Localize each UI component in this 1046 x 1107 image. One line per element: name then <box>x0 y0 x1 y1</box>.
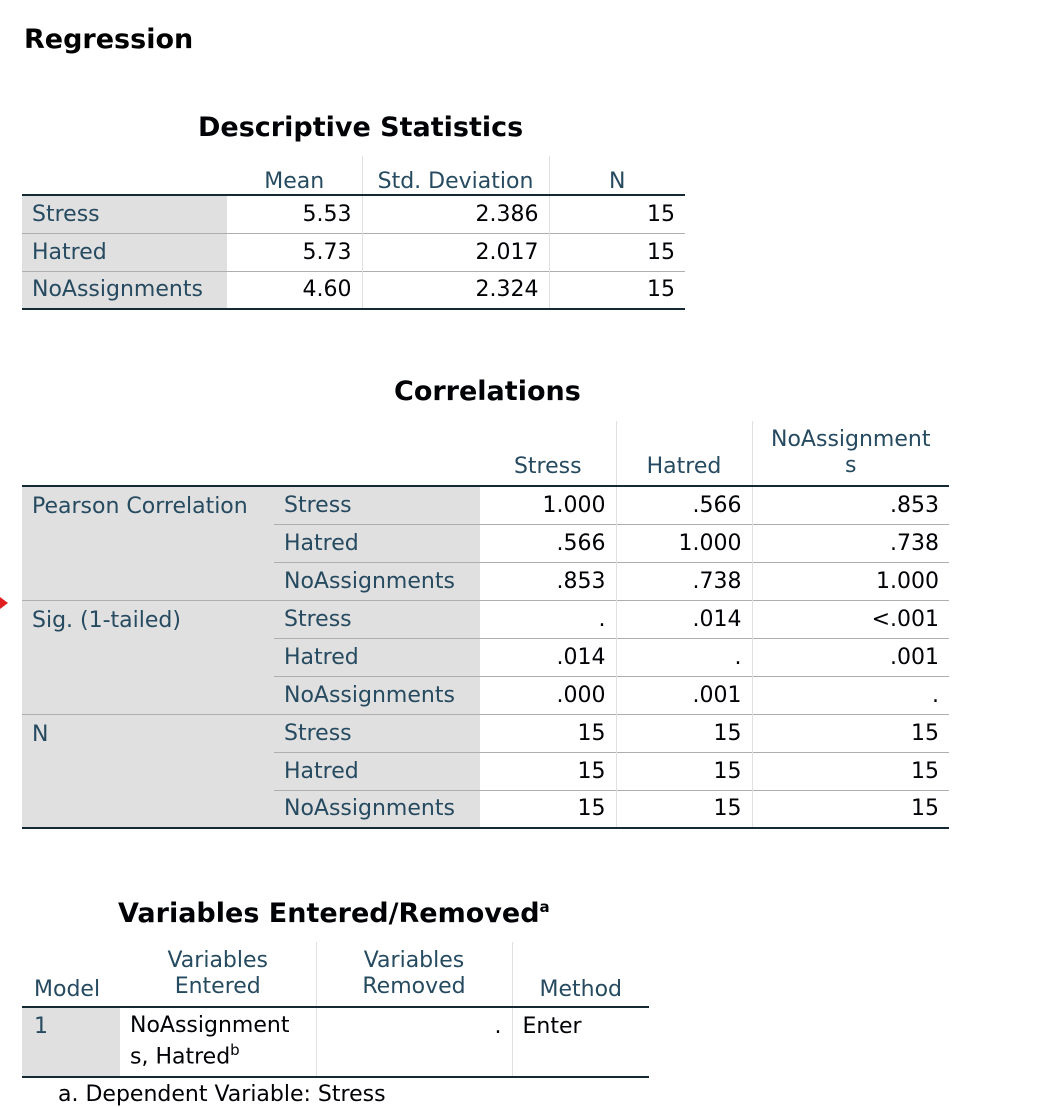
correlations-col-hatred: Hatred <box>616 421 752 486</box>
cell-entered <box>120 1007 316 1077</box>
correlations-col-noassignments: NoAssignment s <box>752 421 949 486</box>
correlations-title: Correlations <box>394 376 581 407</box>
var-label: NoAssignments <box>274 562 480 600</box>
cell-sd: 2.386 <box>362 195 549 233</box>
cell-mean: 4.60 <box>227 271 362 309</box>
correlations-table <box>22 421 949 829</box>
variables-title-sup: a <box>539 898 550 916</box>
descriptives-col-sd: Std. Deviation <box>362 156 549 195</box>
cell-value: .000 <box>480 676 616 714</box>
cell-value: .014 <box>480 638 616 676</box>
cell-value: 15 <box>616 790 752 828</box>
var-label: Stress <box>274 714 480 752</box>
table-row <box>22 714 949 752</box>
correlations-col-stress: Stress <box>513 454 582 479</box>
variables-title-text: Variables Entered/Removed <box>118 898 540 929</box>
cell-value: .014 <box>616 600 752 638</box>
variables-col-method: Method <box>512 942 649 1007</box>
entered-sup: b <box>230 1041 240 1059</box>
cell-value: .566 <box>616 486 752 524</box>
descriptives-title: Descriptive Statistics <box>198 112 524 143</box>
row-label: Hatred <box>22 233 227 271</box>
var-label: Hatred <box>274 524 480 562</box>
cell-value: 1.000 <box>480 486 616 524</box>
cell-method: Enter <box>512 1007 649 1077</box>
variables-col-model: Model <box>34 977 101 1002</box>
var-label: Stress <box>274 600 480 638</box>
cell-value: .738 <box>616 562 752 600</box>
table-row <box>22 271 685 309</box>
group-label-pearson: Pearson Correlation <box>22 486 274 600</box>
cell-sd: 2.324 <box>362 271 549 309</box>
descriptives-col-n: N <box>549 156 685 195</box>
var-label: Hatred <box>274 638 480 676</box>
group-label-sig: Sig. (1-tailed) <box>22 600 274 714</box>
var-label: Hatred <box>274 752 480 790</box>
cell-value: 15 <box>480 790 616 828</box>
cell-value: .001 <box>616 676 752 714</box>
cell-sd: 2.017 <box>362 233 549 271</box>
cell-value: .001 <box>752 638 949 676</box>
variables-title <box>118 898 550 929</box>
model-label: 1 <box>22 1007 120 1077</box>
table-row <box>22 1007 649 1077</box>
cell-value: .853 <box>752 486 949 524</box>
cell-value: .738 <box>752 524 949 562</box>
row-marker-icon <box>0 597 8 609</box>
var-label: NoAssignments <box>274 676 480 714</box>
correlations-corner-2 <box>274 421 480 486</box>
cell-value: .853 <box>480 562 616 600</box>
cell-value: . <box>752 676 949 714</box>
cell-mean: 5.53 <box>227 195 362 233</box>
variables-table <box>22 942 649 1078</box>
cell-value: <.001 <box>752 600 949 638</box>
cell-value: 1.000 <box>752 562 949 600</box>
group-label-n: N <box>22 714 274 828</box>
variables-col-removed: Variables Removed <box>316 942 512 1007</box>
cell-value: . <box>480 600 616 638</box>
row-label: NoAssignments <box>22 271 227 309</box>
variables-col-entered: Variables Entered <box>167 948 269 999</box>
descriptives-table <box>22 156 685 310</box>
correlations-corner-1 <box>22 421 274 486</box>
cell-removed: . <box>316 1007 512 1077</box>
table-row <box>22 195 685 233</box>
cell-value: 15 <box>480 714 616 752</box>
cell-mean: 5.73 <box>227 233 362 271</box>
cell-value: 15 <box>752 752 949 790</box>
cell-n: 15 <box>549 195 685 233</box>
page-heading: Regression <box>24 24 194 55</box>
cell-value: 15 <box>480 752 616 790</box>
table-row <box>22 600 949 638</box>
cell-n: 15 <box>549 271 685 309</box>
cell-value: 15 <box>616 714 752 752</box>
cell-value: .566 <box>480 524 616 562</box>
cell-value: 1.000 <box>616 524 752 562</box>
table-row <box>22 486 949 524</box>
cell-value: 15 <box>752 790 949 828</box>
cell-value: 15 <box>752 714 949 752</box>
variables-footnote: a. Dependent Variable: Stress <box>58 1082 386 1107</box>
entered-text: NoAssignment s, Hatred <box>130 1013 290 1070</box>
table-row <box>22 233 685 271</box>
row-label: Stress <box>22 195 227 233</box>
var-label: NoAssignments <box>274 790 480 828</box>
var-label: Stress <box>274 486 480 524</box>
cell-value: . <box>616 638 752 676</box>
descriptives-col-mean: Mean <box>264 169 325 194</box>
cell-n: 15 <box>549 233 685 271</box>
descriptives-corner <box>22 156 227 195</box>
cell-value: 15 <box>616 752 752 790</box>
